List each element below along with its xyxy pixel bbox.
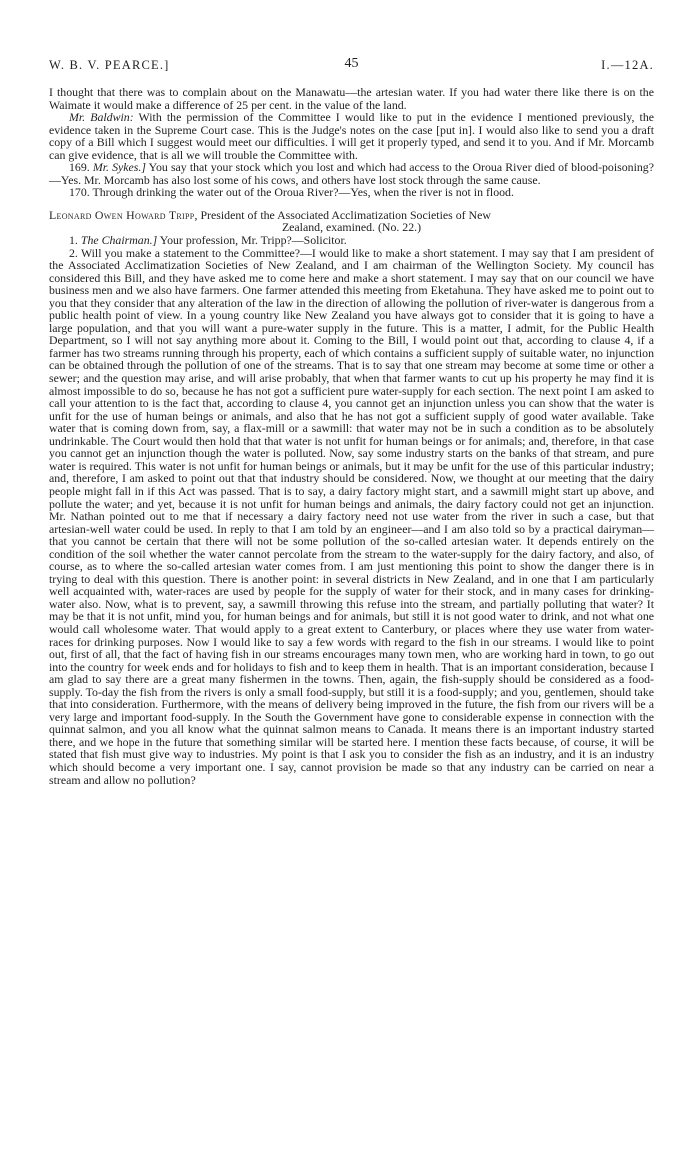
speaker-name: The Chairman.]: [80, 233, 158, 248]
question-text: Your profession, Mr. Tripp?—Solicitor.: [157, 233, 347, 248]
witness-name: Leonard Owen Howard Tripp: [49, 207, 195, 222]
page-header: [49, 58, 654, 86]
speaker-name: Mr. Baldwin:: [69, 110, 134, 125]
speaker-name: Mr. Sykes.]: [92, 160, 146, 175]
question-number: 169.: [69, 160, 90, 175]
document-body: [49, 86, 654, 786]
question-169: [49, 161, 654, 186]
question-2: 2. Will you make a statement to the Committee?—I would like to make a short statement. I may say that I am president of the Associated Acclimatization Societies of New Zealand, and I am chairman of the Wellington Society. My council has considered this Bill, and they have asked me to come here and make a short statement. I may say that on our council we have business men and we also have farmers. One farmer attended this meeting from Eketahuna. They have asked me to point out to you that they consider that any alteration of the law in the direction of allowing the pollution of river-water is dangerous from a public health point of view. In a young country like New Zealand you have always got to consider that it is going to have a large population, and that you will want a pure-water supply in the future. This is a matter, I admit, for the Public Health Department, so I will not say anything more about it. Coming to the Bill, I would point out that, according to clause 4, if a farmer has two streams running through his property, each of which contains a sufficient supply of suitable water, no injunction can be obtained through the pollution of one of the streams. That is to say that one stream may become at some time or other a sewer; and the question may arise, and will arise probably, that when that farmer wants to cut up his property he may find it is almost impossible to do so, because he has not got a sufficient pure water-supply for each section. The next point I am asked to call your attention to is the fact that, according to clause 4, you cannot get an injunction unless you can show that the water is unfit for the use of human beings or animals, and also that he has not got a sufficient supply of good water available. Take water that is coming down from, say, a flax-mill or a sawmill: that water may not be in such a condition as to be absolutely undrinkable. The Court would then hold that that water is not unfit for human beings or for animals; and, therefore, in that case you cannot get an injunction though the water is polluted. Now, say some industry starts on the banks of that stream, and pure water is required. This water is not unfit for human beings or animals, but it may be unfit for the use of this particular industry; and, therefore, I am asked to point out that that industry should be considered. Now, we thought at our meeting that the dairy people might fall in if this Act was passed. That is to say, a dairy factory might start, and a sawmill might start up above, and pollute the water; and yet, because it is not unfit for human beings and animals, the dairy factory could not get an injunction. Mr. Nathan pointed out to me that if necessary a dairy factory need not use water from the river in such a case, but that artesian-well water could be used. In reply to that I am told by an engineer—and I am also told so by a practical dairyman—that you cannot be certain that there will not be some pollution of the so-called artesian water. It depends entirely on the condition of the soil whether the water cannot percolate from the stream to the water-supply for the dairy factory, and also, of course, as to where the so-called artesian water comes from. I am just mentioning this point to show the danger there is in trying to deal with this question. There is another point: in several districts in New Zealand, and in one that I am particularly well acquainted with, water-races are used by people for the supply of water for their stock, and in many cases for drinking-water also. Now, what is to prevent, say, a sawmill throwing this refuse into the stream, and partially polluting that water? It may be that it is not unfit, mind you, for human beings and for animals, but still it is not good water to drink, and not what one would call wholesome water. That would apply to a great extent to Canterbury, or places where they use water from water-races for drinking purposes. Now I would like to say a few words with regard to the fish in our streams. I would like to point out, first of all, that the fact of having fish in our streams encourages many town men, who are working hard in town, to go out into the country for week ends and for holidays to fish and to keep them in health. That is an important consideration, because I am glad to say there are a great many fishermen in the towns. Then, again, the fish-supply should be considered as a food-supply. To-day the fish from the rivers is only a small food-supply, but still it is a food-supply; and you, gentlemen, should take that into consideration. Furthermore, with the means of delivery being improved in the future, the fish from our rivers will be a very large and important food-supply. In the South the Government have gone to considerable expense in connection with the quinnat salmon, and you all know what the quinnat salmon means to Canada. It means there is an important industry started there, and we hope in the future that something similar will be started here. I mention these facts because, of course, it will be stated that fish must give way to industries. My point is that I ask you to consider the fish as an industry, and it is an industry which should become a very important one. I say, cannot provision be made so that any industry can be carried on near a stream and allow no pollution?: [49, 245, 654, 787]
header-witness-name: W. B. V. PEARCE.]: [49, 58, 170, 72]
continued-answer: I thought that there was to complain about on the Manawatu—the artesian water. If you had water there like there is on the Waimate it would make a difference of 25 per cent. in the value of the land.: [49, 85, 654, 112]
page-number: 45: [344, 56, 359, 71]
baldwin-statement: [49, 111, 654, 161]
question-number: 1.: [69, 233, 78, 248]
question-1: [49, 234, 654, 247]
document-reference: I.—12A.: [601, 58, 654, 72]
statement-text: With the permission of the Committee I would like to put in the evidence I mentioned previously, the evidence taken in the Supreme Court case. This is the Judge's notes on the case [put in]. I would also like to send you a draft copy of a Bill which I suggest would meet our difficulties. I will get it properly typed, and send it to you. And if Mr. Morcamb can give evidence, that is all we will trouble the Committee with.: [49, 110, 654, 162]
witness-examined-line: Zealand, examined. (No. 22.): [281, 220, 422, 235]
question-text: You say that your stock which you lost and which had access to the Oroua River died of blood-poisoning?—Yes. Mr. Morcamb has also lost some of his cows, and others have lost stock through the same cause.: [49, 160, 654, 187]
question-170: 170. Through drinking the water out of the Oroua River?—Yes, when the river is not in flood.: [69, 185, 514, 200]
witness-description: , President of the Associated Acclimatization Societies of New: [194, 207, 491, 222]
